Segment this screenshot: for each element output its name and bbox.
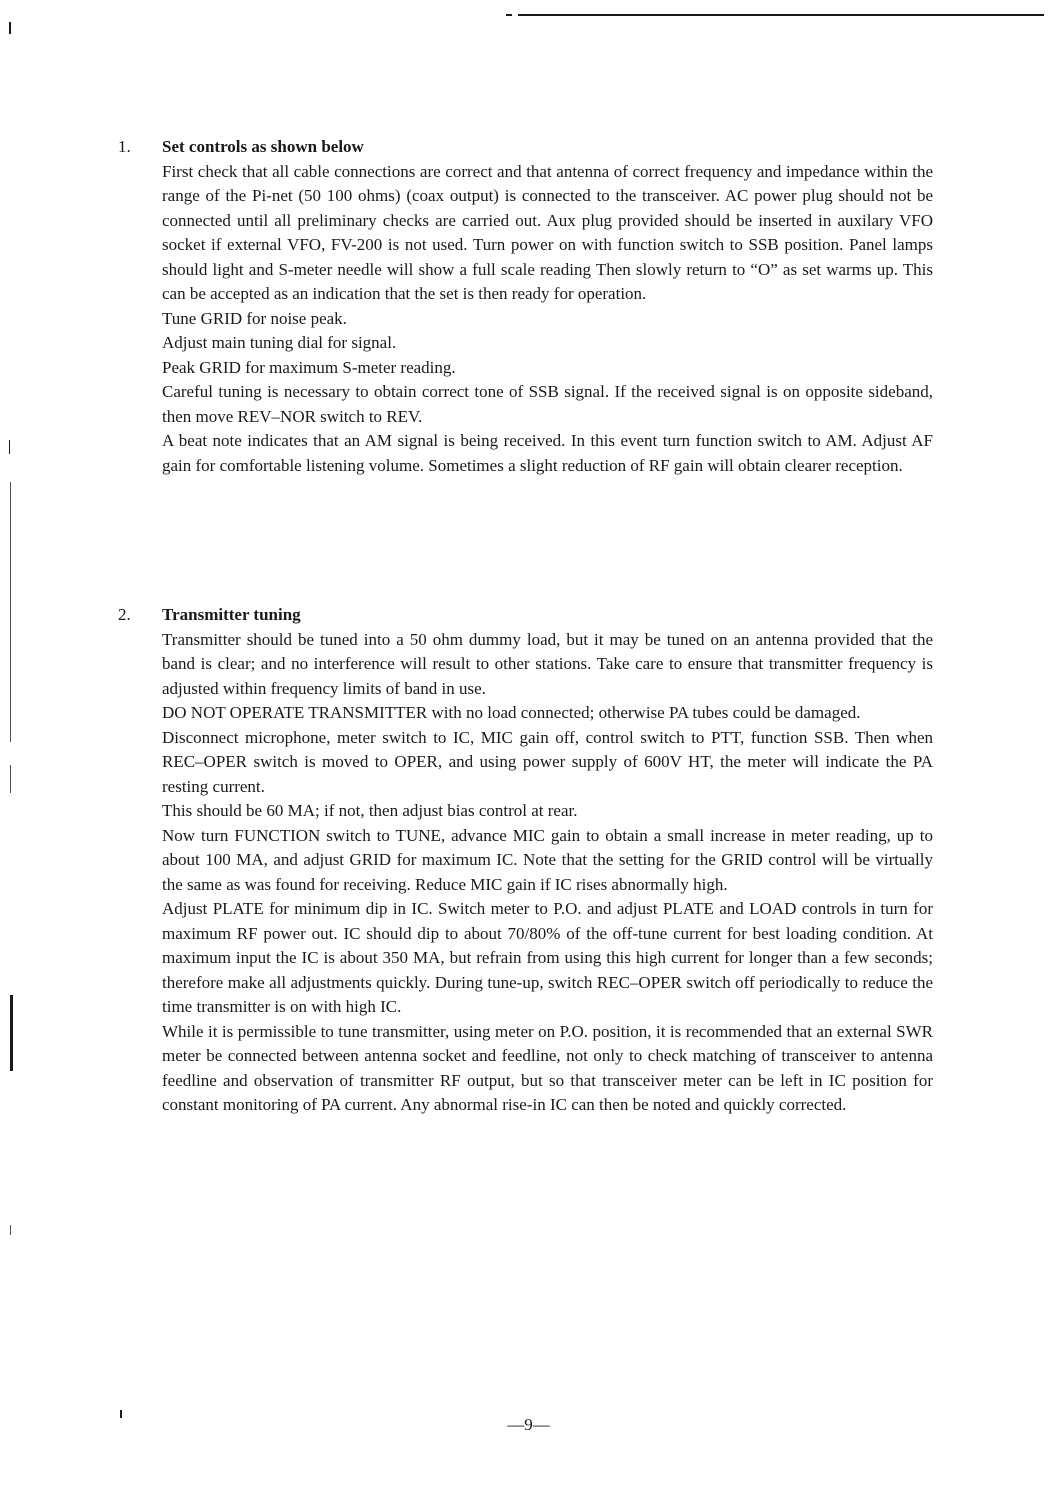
- paragraph: Careful tuning is necessary to obtain correct tone of SSB signal. If the received signal is on opposite sideband, then move REV–NOR switch to REV.: [162, 382, 933, 426]
- page-number: —9—: [507, 1415, 550, 1434]
- section-title: Transmitter tuning: [162, 605, 301, 624]
- section-number: 2.: [118, 605, 131, 624]
- paragraph: Now turn FUNCTION switch to TUNE, advance MIC gain to obtain a small increase in meter reading, up to about 100 MA, and adjust GRID for maximum IC. Note that the setting for the GRID control will be virtually the same as was found for receiving. Reduce MIC gain if IC rises abnormally high.: [162, 825, 933, 894]
- section-body: [162, 160, 933, 479]
- paragraph: Disconnect microphone, meter switch to IC, MIC gain off, control switch to PTT, function SSB. Then when REC–OPER switch is moved to OPER, and using power supply of 600V HT, the meter will indicate the PA resting current.: [162, 727, 933, 796]
- paragraph: Adjust main tuning dial for signal.: [162, 333, 397, 352]
- header-rule-dash: [506, 14, 512, 16]
- paragraph: DO NOT OPERATE TRANSMITTER with no load connected; otherwise PA tubes could be damaged.: [162, 703, 861, 722]
- paragraph: Peak GRID for maximum S-meter reading.: [162, 357, 456, 377]
- paragraph: Adjust PLATE for minimum dip in IC. Switch meter to P.O. and adjust PLATE and LOAD controls in turn for maximum RF power out. IC should dip to about 70/80% of the off-tune current for best loading condition. At maximum input the IC is about 350 MA, but refrain from using this high current for longer than a few seconds; therefore make all adjustments quickly. During tune-up, switch REC–OPER switch off periodically to reduce the time transmitter is on with high IC.: [162, 899, 933, 1016]
- scan-mark: [10, 1225, 11, 1235]
- paragraph: First check that all cable connections are correct and that antenna of correct frequency and impedance within the range of the Pi-net (50 100 ohms) (coax output) is connected to the transceiver. AC power plug should not be connected until all preliminary checks are carried out. Aux plug provided should be inserted in auxilary VFO socket if external VFO, FV-200 is not used. Turn power on with function switch to SSB position. Panel lamps should light and S-meter needle will show a full scale reading Then slowly return to “O” as set warms up. This can be accepted as an indication that the set is then ready for operation.: [162, 161, 933, 303]
- header-rule: [518, 14, 1044, 16]
- paragraph: Transmitter should be tuned into a 50 ohm dummy load, but it may be tuned on an antenna provided that the band is clear; and no interference will result to other stations. Take care to ensure that transmitter frequency is adjusted within frequency limits of band in use.: [162, 629, 933, 698]
- paragraph: Tune GRID for noise peak.: [162, 308, 347, 328]
- section-set-controls: [118, 135, 933, 478]
- paragraph: While it is permissible to tune transmitter, using meter on P.O. position, it is recommended that an external SWR meter be connected between antenna socket and feedline, not only to check matching of transceiver to antenna feedline and observation of transmitter RF output, but so that transceiver meter can be left in IC position for constant monitoring of PA current. Any abnormal rise-in IC can then be noted and quickly corrected.: [162, 1021, 933, 1114]
- scan-mark: [10, 995, 13, 1071]
- scan-mark: [9, 440, 10, 454]
- paragraph: This should be 60 MA; if not, then adjust bias control at rear.: [162, 801, 578, 820]
- section-heading: [118, 603, 933, 628]
- scan-mark: [10, 765, 11, 793]
- section-number: 1.: [118, 137, 131, 156]
- scan-mark: [9, 22, 11, 34]
- section-body: [162, 628, 933, 1118]
- section-transmitter-tuning: [118, 603, 933, 1118]
- section-title: Set controls as shown below: [162, 137, 364, 156]
- paragraph: A beat note indicates that an AM signal is being received. In this event turn function switch to AM. Adjust AF gain for comfortable listening volume. Sometimes a slight reduction of RF gain will obtain clearer reception.: [162, 431, 933, 475]
- scan-mark: [10, 482, 11, 742]
- section-heading: [118, 135, 933, 160]
